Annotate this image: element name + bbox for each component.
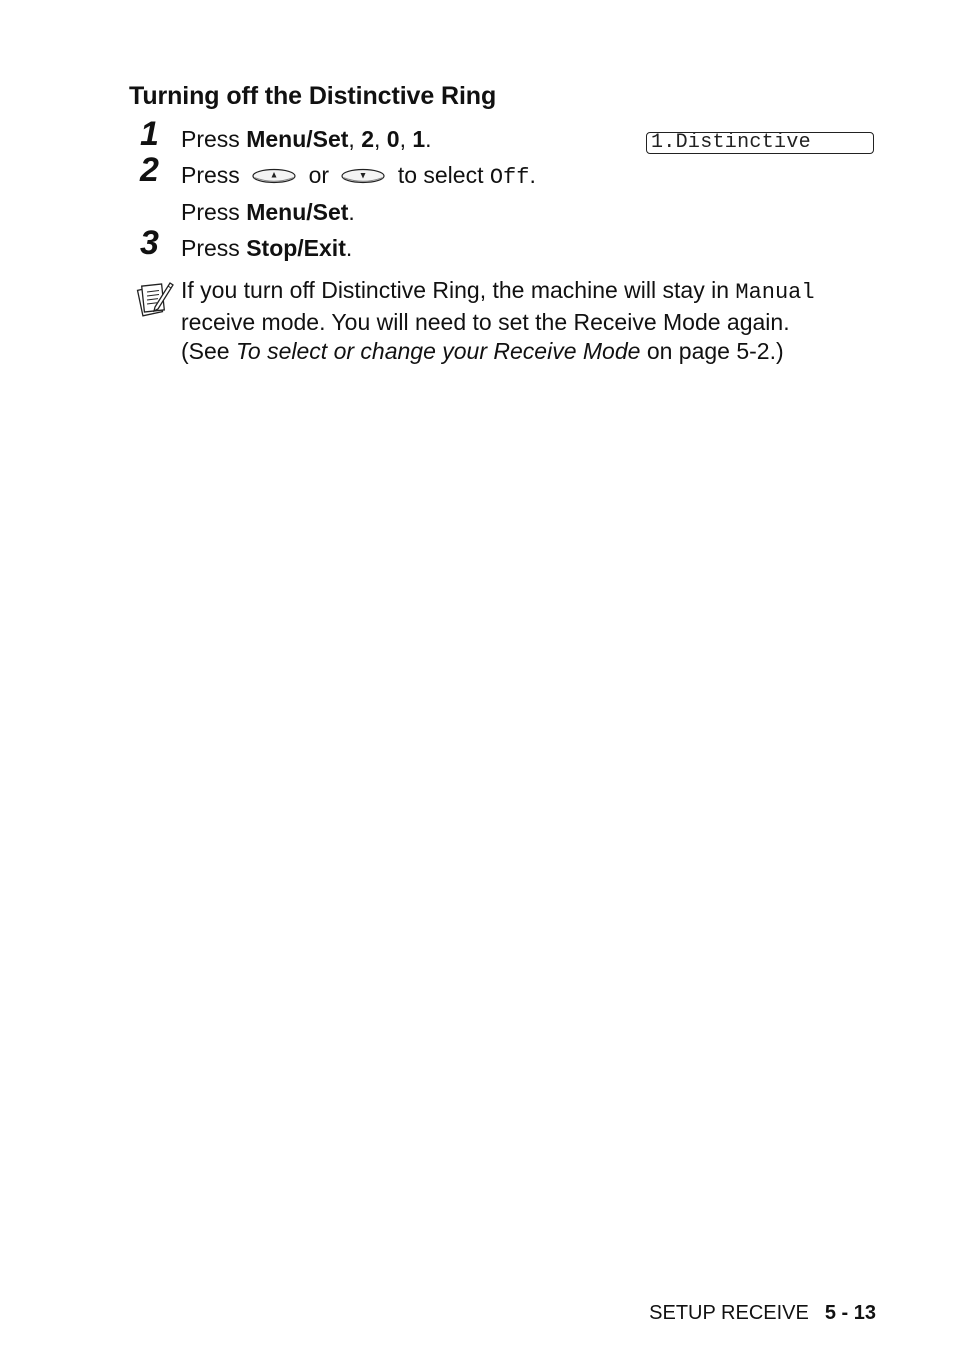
step-3-press: Press (181, 235, 240, 261)
note-cross-reference: To select or change your Receive Mode (235, 338, 641, 364)
down-arrow-button-icon (341, 165, 385, 188)
step-1-key-menu-set: Menu/Set (246, 126, 349, 152)
step-2-line-2 (181, 201, 355, 224)
step-number-1: 1 (140, 115, 159, 153)
step-3-key-stop-exit: Stop/Exit (246, 235, 346, 261)
step-2-press-2: Press (181, 199, 240, 225)
lcd-display: 1.Distinctive (646, 132, 874, 154)
note-line-3-suffix: on page 5-2.) (646, 338, 784, 364)
step-1-line (181, 128, 432, 151)
page-footer (649, 1302, 876, 1325)
step-1-sep: , (374, 126, 381, 152)
step-2-to-select: to select (397, 162, 484, 188)
step-2-end-2: . (348, 199, 355, 225)
footer-page-number: 5 - 13 (824, 1302, 876, 1324)
step-1-key-0: 0 (386, 126, 400, 152)
step-2-or: or (308, 162, 330, 188)
step-1-key-2: 2 (361, 126, 374, 152)
step-1-end: . (425, 126, 432, 152)
section-heading: Turning off the Distinctive Ring (129, 82, 497, 110)
step-2-end: . (529, 162, 536, 188)
up-arrow-button-icon (252, 165, 296, 188)
step-3-end: . (345, 235, 353, 261)
note-line-2: receive mode. You will need to set the Receive Mode again. (181, 308, 790, 335)
step-2-press: Press (181, 162, 240, 188)
step-1-press: Press (181, 126, 240, 152)
note-line-1-text: If you turn off Distinctive Ring, the machine will stay in (181, 277, 729, 303)
step-3-line (181, 237, 352, 260)
step-2-option-off: Off (489, 165, 530, 190)
note-line-1 (181, 276, 881, 308)
note-mode-manual: Manual (735, 280, 815, 305)
note-pencil-icon (135, 279, 175, 324)
step-1-key-1: 1 (412, 126, 426, 152)
note-line-3-prefix: (See (181, 338, 230, 364)
step-2-key-menu-set: Menu/Set (246, 199, 349, 225)
note-line-3 (181, 337, 881, 367)
step-2-line (181, 164, 536, 189)
step-number-3: 3 (140, 224, 159, 262)
step-number-2: 2 (140, 151, 159, 189)
step-1-sep: , (399, 126, 406, 152)
footer-section: SETUP RECEIVE (649, 1302, 809, 1324)
step-1-sep: , (348, 126, 355, 152)
note-text (181, 276, 881, 367)
